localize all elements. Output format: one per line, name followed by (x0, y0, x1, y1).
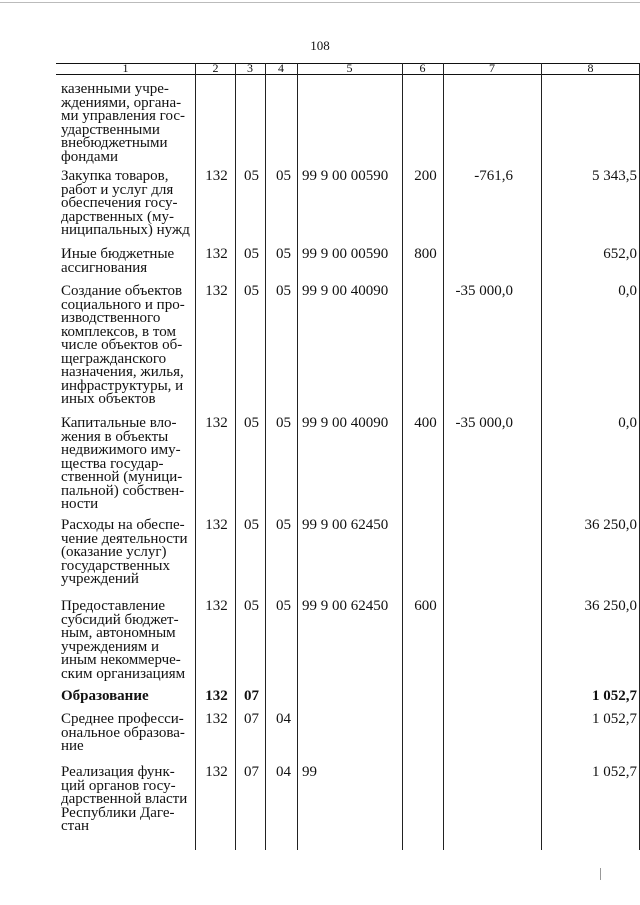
cell-col-2: 132 (205, 283, 228, 299)
cell-col-4: 05 (276, 415, 291, 431)
cell-col-3: 07 (244, 711, 259, 727)
cell-col-2: 132 (205, 415, 228, 431)
cell-col-5: 99 9 00 40090 (302, 283, 389, 299)
cell-col-3: 05 (244, 246, 259, 262)
column-header-1: 1 (122, 61, 129, 75)
cell-col-2: 132 (205, 246, 228, 262)
column-header-2: 2 (212, 61, 219, 75)
row-label: Закупка товаров, работ и услуг для обеспечения госу- дарственных (му- ниципальных) нужд (61, 168, 190, 238)
cell-col-3: 05 (244, 283, 259, 299)
scan-top-edge (0, 2, 640, 3)
row-label: Образование (61, 688, 149, 704)
row-label: Расходы на обеспе- чение деятельности (оказание услуг) государственных учреждений (61, 517, 188, 587)
cell-col-5: 99 9 00 00590 (302, 246, 389, 262)
row-label: Реализация функ- ций органов госу- дарственной власти Республики Даге- стан (61, 764, 188, 834)
cell-col-5: 99 9 00 00590 (302, 168, 389, 184)
cell-col-3: 07 (244, 764, 259, 780)
cell-col-8: 36 250,0 (584, 517, 637, 533)
cell-col-4: 05 (276, 246, 291, 262)
cell-col-7: -35 000,0 (455, 283, 513, 299)
column-header-3: 3 (247, 61, 253, 75)
cell-col-8: 0,0 (618, 415, 637, 431)
cell-col-3: 05 (244, 415, 259, 431)
cell-col-2: 132 (205, 598, 228, 614)
cell-col-8: 36 250,0 (584, 598, 637, 614)
cell-col-6: 800 (414, 246, 437, 262)
cell-col-4: 05 (276, 283, 291, 299)
cell-col-3: 05 (244, 598, 259, 614)
cell-col-4: 05 (276, 598, 291, 614)
cell-col-8: 5 343,5 (592, 168, 637, 184)
column-divider (235, 63, 236, 850)
cell-col-2: 132 (205, 168, 228, 184)
cell-col-2: 132 (205, 764, 228, 780)
cell-col-3: 05 (244, 168, 259, 184)
cell-col-7: -35 000,0 (455, 415, 513, 431)
cell-col-4: 05 (276, 168, 291, 184)
cell-col-8: 652,0 (603, 246, 637, 262)
column-header-5: 5 (346, 61, 353, 75)
row-label: казенными учре- ждениями, органа- ми управления гос- ударственными внебюджетными фондами (61, 81, 185, 165)
cell-col-8: 1 052,7 (592, 764, 637, 780)
cell-col-3: 05 (244, 517, 259, 533)
cell-col-5: 99 9 00 62450 (302, 598, 389, 614)
cell-col-8: 1 052,7 (592, 711, 637, 727)
cell-col-6: 400 (414, 415, 437, 431)
cell-col-4: 04 (276, 711, 291, 727)
cell-col-3: 07 (244, 688, 259, 704)
cell-col-8: 1 052,7 (592, 688, 637, 704)
cell-col-2: 132 (205, 517, 228, 533)
cell-col-6: 600 (414, 598, 437, 614)
cell-col-8: 0,0 (618, 283, 637, 299)
column-number-header (56, 63, 640, 75)
page-number: 108 (310, 38, 330, 53)
column-header-8: 8 (587, 61, 594, 75)
cell-col-6: 200 (414, 168, 437, 184)
column-header-7: 7 (489, 61, 495, 75)
scan-mark (600, 868, 601, 880)
cell-col-2: 132 (205, 711, 228, 727)
row-label: Капитальные вло- жения в объекты недвижимого иму- щества государ- ственной (муници- пальной) собствен- ности (61, 415, 185, 512)
cell-col-5: 99 (302, 764, 317, 780)
row-label: Предоставление субсидий бюджет- ным, автономным учреждениям и иным некоммерче- ским организациям (61, 598, 186, 682)
cell-col-7: -761,6 (474, 168, 513, 184)
cell-col-2: 132 (205, 688, 228, 704)
cell-col-5: 99 9 00 40090 (302, 415, 389, 431)
cell-col-4: 05 (276, 517, 291, 533)
row-label: Среднее професси- ональное образова- ние (61, 711, 185, 754)
column-header-4: 4 (278, 61, 284, 75)
row-label: Иные бюджетные ассигнования (61, 246, 175, 276)
column-header-6: 6 (419, 61, 426, 75)
cell-col-4: 04 (276, 764, 291, 780)
cell-col-5: 99 9 00 62450 (302, 517, 389, 533)
budget-table (56, 63, 640, 850)
row-label: Создание объектов социального и про- изводственного комплексов, в том числе объектов об- щегражданского назначения, жилья, инфраструктуры, и иных объектов (61, 283, 185, 407)
